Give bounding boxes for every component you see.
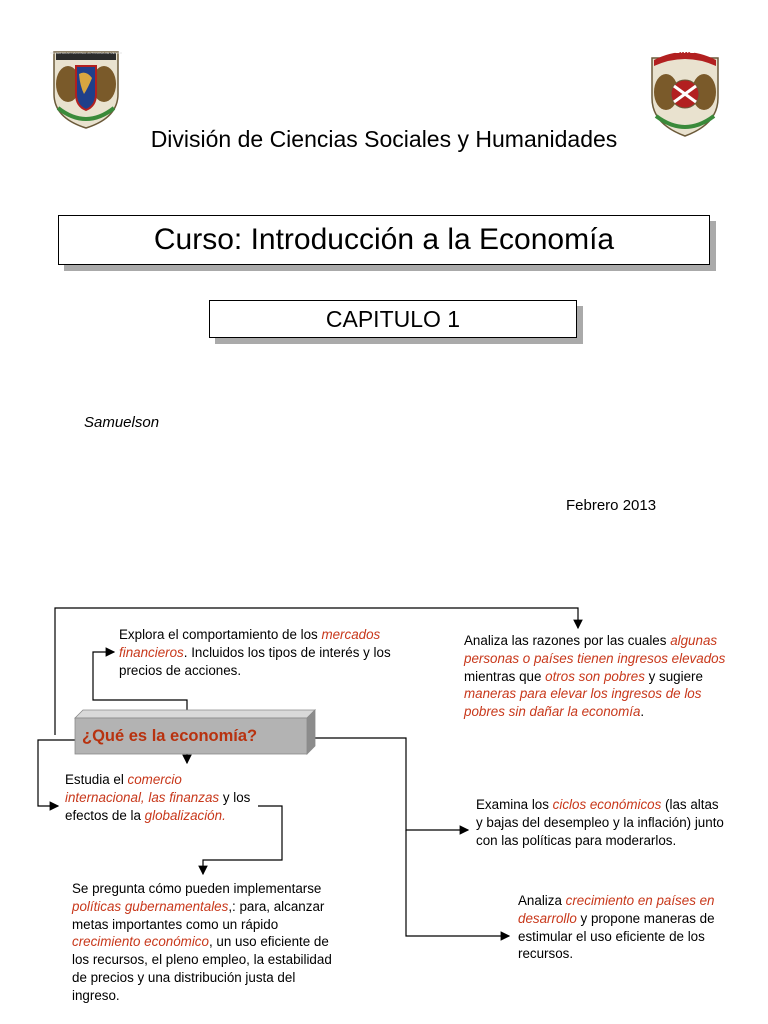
question-box-top (75, 710, 315, 718)
box4-highlight-3: maneras para elevar los ingresos de los pobres sin dañar la economía (464, 686, 702, 720)
box-mercados (119, 626, 419, 679)
box6-text-1: Analiza (518, 893, 566, 908)
box4-text-2: mientras que (464, 668, 546, 684)
box3-text-3: , un uso eficiente de los recursos, el pleno empleo, la estabilidad de precios y una distribución justa del ingreso. (72, 934, 332, 1003)
box2-text-1: Estudia el (65, 772, 128, 787)
box3-highlight-1: políticas gubernamentales (72, 898, 229, 914)
box1-text-2: . Incluidos los tipos de interés y los precios de acciones. (119, 644, 391, 678)
box5-text-1: Examina los (476, 797, 553, 812)
box1-highlight-1: mercados financieros (119, 627, 381, 660)
box5-text-2: (las altas y bajas del desempleo y la inflación) junto con las políticas para moderarlos. (476, 797, 724, 848)
box4-text-4: . (640, 704, 645, 720)
question-label: ¿Qué es la economía? (82, 727, 258, 745)
box-ciclos (476, 796, 726, 849)
chapter-title: CAPITULO 1 (325, 305, 461, 332)
box4-text-1: Analiza las razones por las cuales (464, 633, 671, 648)
box-comercio (65, 771, 255, 824)
course-title: Curso: Introducción a la Economía (153, 223, 615, 256)
box1-text-1: Explora el comportamiento de los (119, 627, 322, 642)
box4-highlight-2: otros son pobres (545, 668, 645, 684)
box-desarrollo (518, 892, 728, 963)
box-ingresos (464, 632, 726, 721)
author: Samuelson (84, 414, 160, 431)
box6-text-2: y propone maneras de estimular el uso eficiente de los recursos. (518, 910, 715, 962)
unam-logo-text: UNIVERSIDAD NACIONAL AUTÓNOMA DE MÉXICO (50, 52, 122, 55)
box2-highlight-2: globalización. (144, 807, 226, 823)
division-heading: División de Ciencias Sociales y Humanidades (150, 126, 618, 152)
connector-to-box5 (307, 738, 468, 830)
box3-highlight-2: crecimiento económico (72, 934, 209, 950)
box-politicas (72, 880, 334, 1005)
box3-text-1: Se pregunta cómo pueden implementarse (72, 881, 322, 896)
ingenieria-logo-text: INGENIERIA (659, 48, 711, 55)
box2-highlight-1: comercio internacional, las finanzas (65, 772, 220, 805)
date: Febrero 2013 (566, 497, 657, 514)
box4-highlight-1: algunas personas o países tienen ingresos elevados (464, 633, 726, 666)
box2-text-2: y los efectos de la (65, 789, 251, 823)
box5-highlight-1: ciclos económicos (552, 797, 662, 812)
question-box-side (307, 710, 315, 754)
box3-text-2: ,: para, alcanzar metas importantes como un rápido (72, 898, 325, 932)
box4-text-3: y sugiere (644, 668, 703, 684)
box6-highlight-1: crecimiento en países en desarrollo (518, 893, 715, 926)
